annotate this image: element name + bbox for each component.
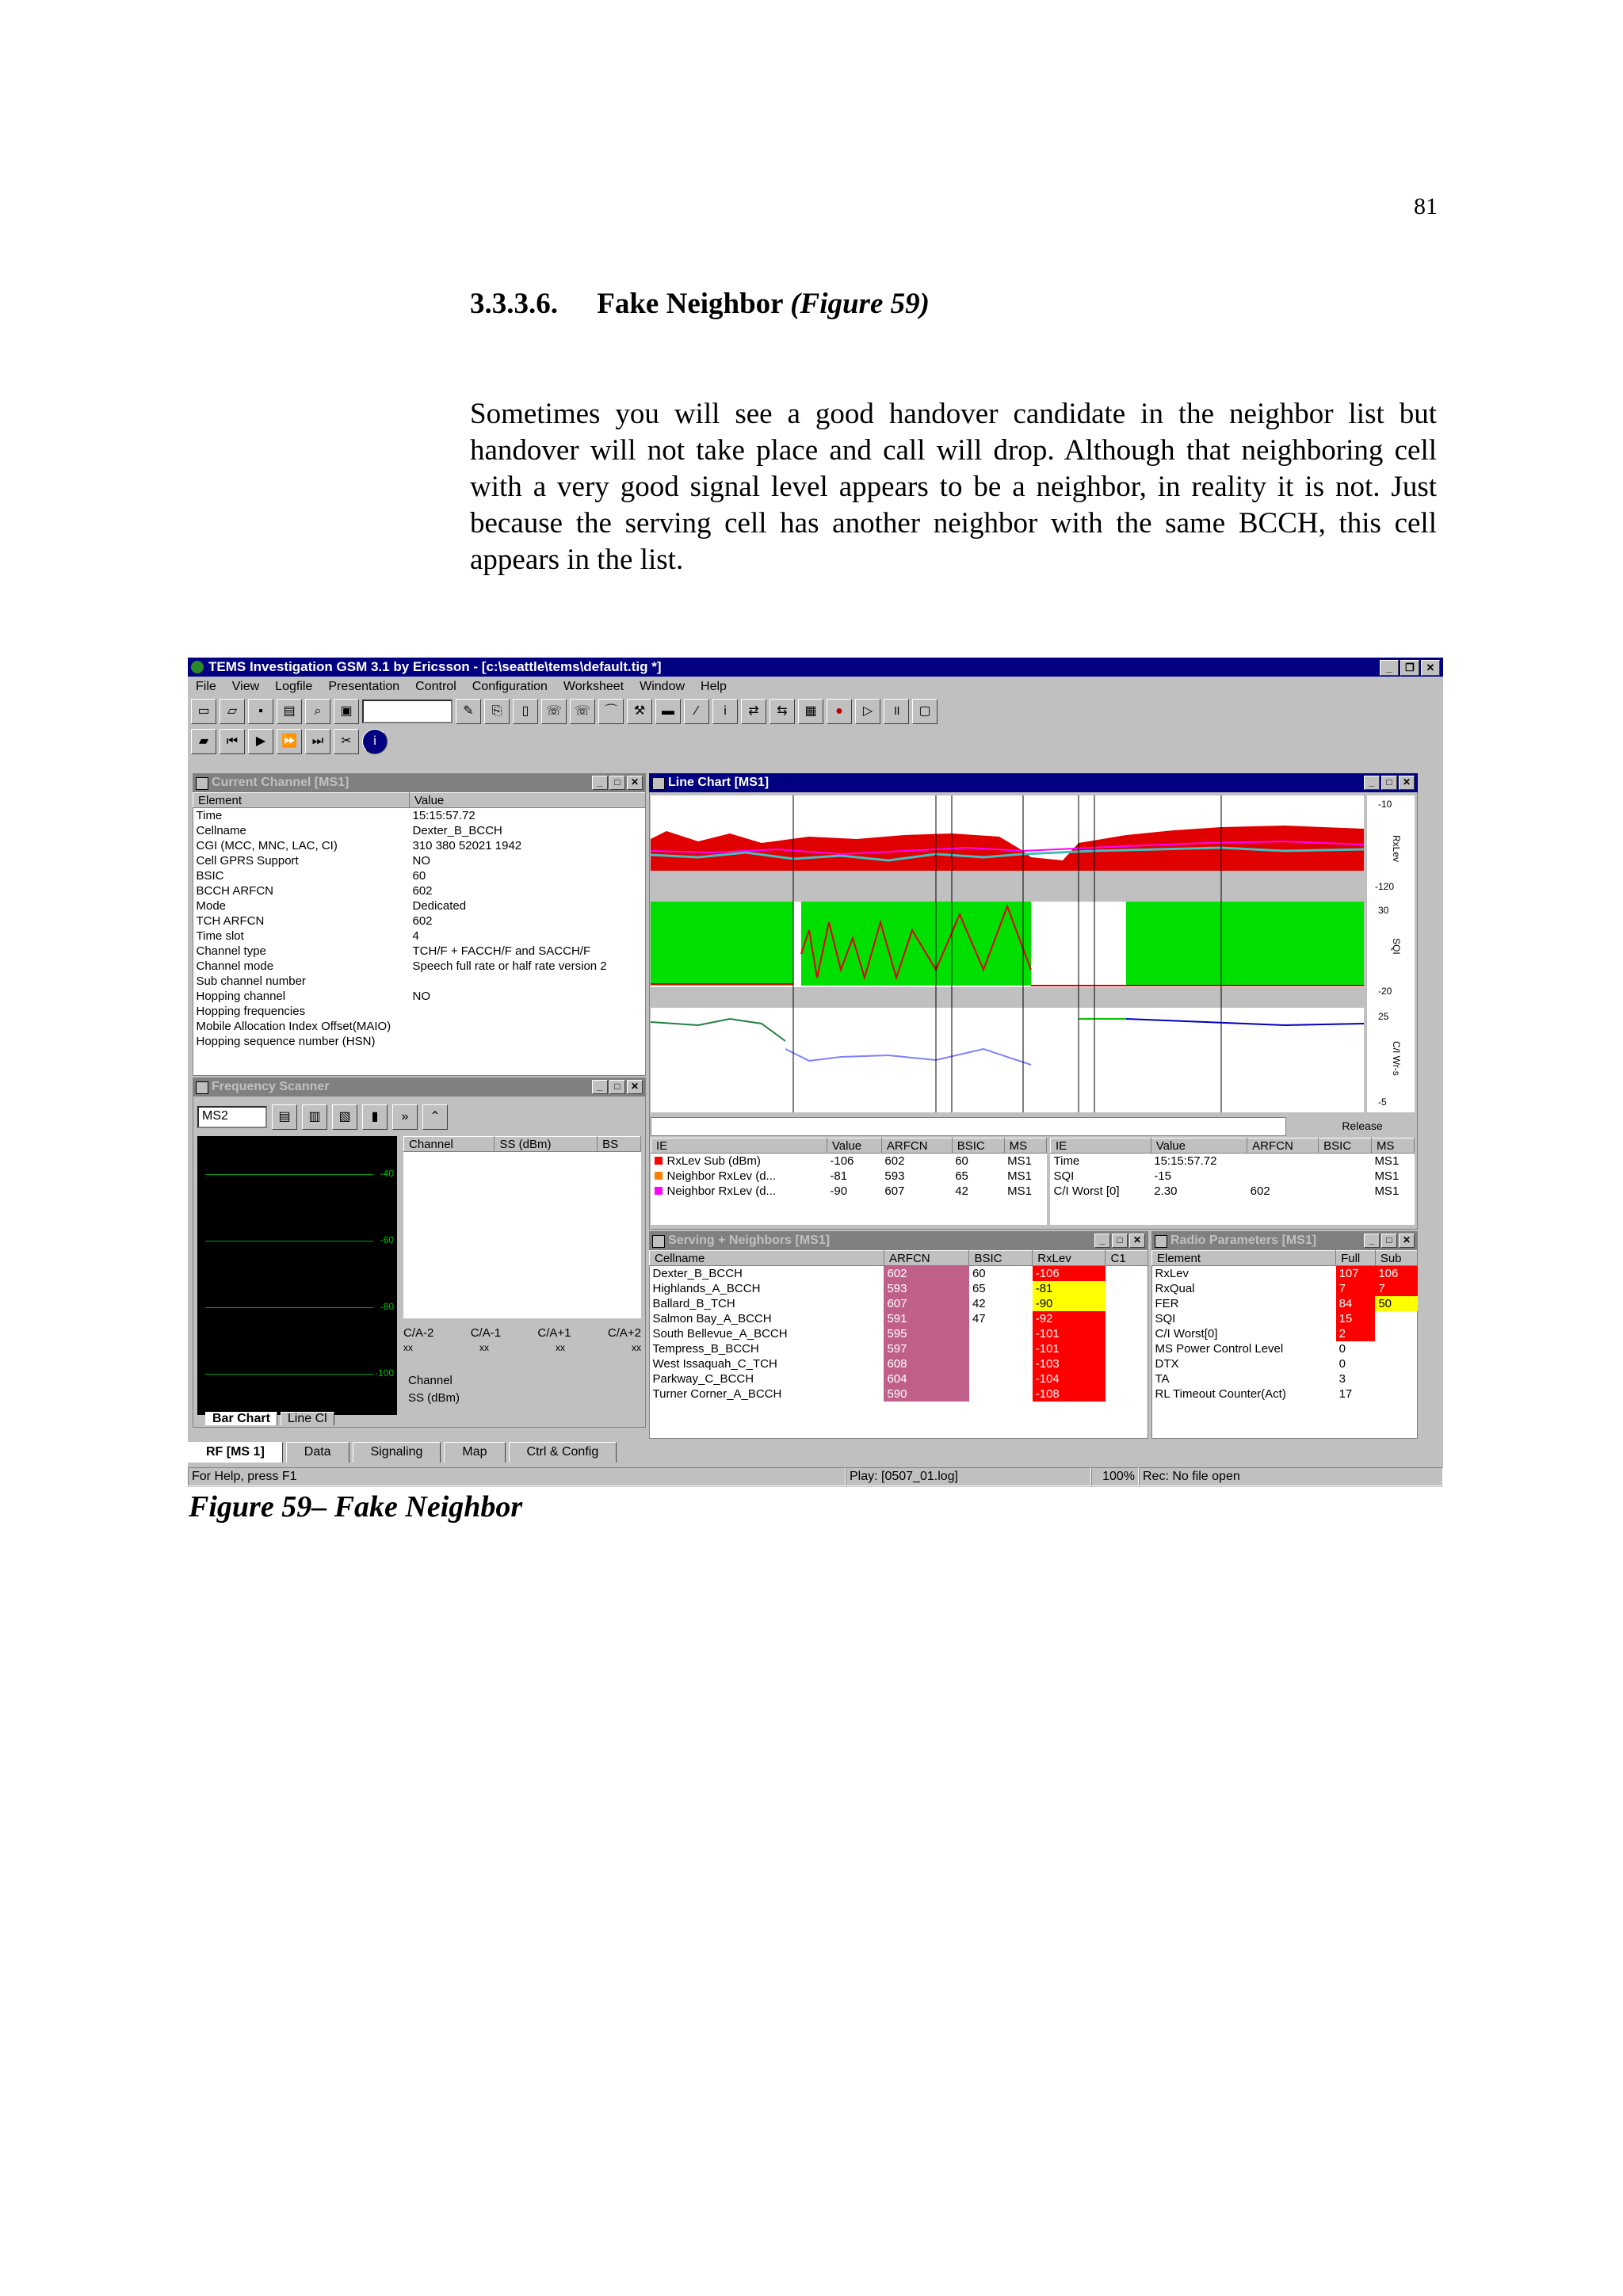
table-row xyxy=(1152,1356,1418,1371)
sn-cell: -104 xyxy=(1033,1371,1106,1386)
legend-ie: RxLev Sub (dBm) xyxy=(651,1154,827,1169)
legend-ie: Neighbor RxLev (d... xyxy=(651,1184,827,1199)
tems-screenshot xyxy=(188,658,1443,1487)
sn-cell: 591 xyxy=(884,1311,968,1326)
table-row xyxy=(193,1019,646,1034)
current-channel-titlebar: Current Channel [MS1] _ □ ✕ xyxy=(193,773,646,792)
play-icon[interactable]: ▷ xyxy=(855,699,880,724)
sn-cell: -101 xyxy=(1033,1326,1106,1341)
sn-cell: Turner Corner_A_BCCH xyxy=(652,1387,782,1401)
cell-value xyxy=(410,1034,646,1049)
ca-labels: C/A-2 C/A-1 C/A+1 C/A+2 xyxy=(403,1326,641,1340)
menu-bar xyxy=(188,678,735,696)
legend-header[interactable]: ARFCN xyxy=(881,1138,952,1154)
connect-icon[interactable]: ⇄ xyxy=(741,699,766,724)
info-small-icon[interactable]: i xyxy=(712,699,738,724)
first-icon[interactable]: ⏮ xyxy=(220,729,245,754)
values-header[interactable]: BSIC xyxy=(1319,1138,1372,1154)
table-row xyxy=(193,853,646,868)
rp-cell: TA xyxy=(1155,1372,1170,1386)
rp-cell xyxy=(1375,1341,1417,1356)
values-cell: 2.30 xyxy=(1154,1184,1178,1198)
save-icon[interactable]: ▪ xyxy=(248,699,273,724)
values-header[interactable]: Value xyxy=(1151,1138,1247,1154)
stop-icon[interactable]: ▢ xyxy=(912,699,938,724)
values-cell: 602 xyxy=(1250,1184,1270,1198)
legend-bsic: 42 xyxy=(955,1184,968,1198)
paste-icon[interactable]: ▯ xyxy=(513,699,538,724)
legend-bsic: 60 xyxy=(955,1154,968,1168)
rp-header[interactable]: Full xyxy=(1336,1251,1376,1266)
legend-ms: MS1 xyxy=(1007,1184,1032,1198)
sn-cell xyxy=(969,1326,1033,1341)
worksheet-tabs xyxy=(188,1442,617,1463)
rp-cell: 7 xyxy=(1336,1281,1376,1296)
preview-icon[interactable]: ⌕ xyxy=(305,699,330,724)
forward-icon[interactable]: » xyxy=(392,1104,418,1130)
sn-cell: -90 xyxy=(1033,1296,1106,1311)
pause-icon[interactable]: ॥ xyxy=(884,699,909,724)
cell-element: Channel type xyxy=(196,944,266,958)
legend-ie: Neighbor RxLev (d... xyxy=(651,1169,827,1184)
sn-cell: 604 xyxy=(884,1371,968,1386)
rp-cell: 106 xyxy=(1375,1266,1417,1282)
values-cell: SQI xyxy=(1053,1169,1075,1183)
cell-element: BCCH ARFCN xyxy=(196,884,274,898)
sn-cell: 60 xyxy=(972,1267,986,1280)
sn-header[interactable]: Cellname xyxy=(650,1251,884,1266)
sn-cell: -103 xyxy=(1033,1356,1106,1371)
scanner-info: Channel SS (dBm) xyxy=(408,1374,460,1405)
legend-row xyxy=(651,1169,1047,1184)
rp-header[interactable]: Sub xyxy=(1375,1251,1417,1266)
sn-cell: West Issaquah_C_TCH xyxy=(652,1357,777,1371)
cell-value: Dexter_B_BCCH xyxy=(412,824,502,837)
step-forward-icon[interactable]: ▶ xyxy=(248,729,273,754)
sn-cell xyxy=(1106,1371,1148,1386)
fast-forward-icon[interactable]: ⏩ xyxy=(277,729,302,754)
close-button[interactable]: ✕ xyxy=(1421,660,1440,676)
open-icon[interactable]: ▱ xyxy=(220,699,245,724)
radio-parameters-table xyxy=(1151,1250,1418,1402)
sn-cell: 42 xyxy=(972,1297,986,1310)
sn-cell: Parkway_C_BCCH xyxy=(652,1372,754,1386)
values-header[interactable]: MS xyxy=(1371,1138,1414,1154)
table-row xyxy=(650,1311,1148,1326)
rp-cell: C/I Worst[0] xyxy=(1155,1327,1218,1341)
table-row xyxy=(1152,1281,1418,1296)
main-toolbar xyxy=(191,697,938,726)
status-progress: 100% xyxy=(1091,1467,1139,1486)
sn-cell xyxy=(1106,1311,1148,1326)
menu-configuration[interactable]: Configuration xyxy=(472,680,548,693)
page-number: 81 xyxy=(1414,193,1438,219)
scanner-tool1-icon[interactable]: ▥ xyxy=(302,1104,327,1130)
rp-cell: 107 xyxy=(1336,1266,1376,1282)
values-cell xyxy=(1319,1154,1372,1169)
folder-icon[interactable]: ▰ xyxy=(191,729,216,754)
menu-worksheet[interactable]: Worksheet xyxy=(563,680,624,693)
sn-cell: Highlands_A_BCCH xyxy=(652,1282,761,1295)
values-cell xyxy=(1247,1154,1319,1169)
rp-cell: 0 xyxy=(1338,1357,1346,1371)
rp-cell xyxy=(1375,1371,1417,1386)
status-play: Play: [0507_01.log] xyxy=(846,1467,1091,1486)
serving-neighbors-table xyxy=(649,1250,1148,1402)
table-row xyxy=(193,974,646,989)
filter-icon[interactable]: ✂ xyxy=(334,729,359,754)
rp-cell xyxy=(1375,1326,1417,1341)
section-number: 3.3.3.6. xyxy=(470,288,558,320)
table-row xyxy=(193,898,646,913)
cell-element: Hopping frequencies xyxy=(196,1005,306,1018)
menu-logfile[interactable]: Logfile xyxy=(275,680,313,693)
line-chart-plot xyxy=(651,795,1364,1112)
table-row xyxy=(193,989,646,1004)
legend-arfcn: 593 xyxy=(884,1169,905,1183)
tab-1[interactable]: Data xyxy=(286,1442,349,1463)
sn-header[interactable]: ARFCN xyxy=(884,1251,968,1266)
values-cell: MS1 xyxy=(1374,1184,1400,1198)
table-row xyxy=(1152,1311,1418,1326)
tab-0[interactable]: RF [MS 1] xyxy=(188,1442,283,1463)
disconnect-icon[interactable]: ⇆ xyxy=(769,699,795,724)
cell-value: Dedicated xyxy=(412,899,467,913)
phone2-icon[interactable]: ☏ xyxy=(570,699,595,724)
values-cell xyxy=(1247,1169,1319,1184)
restore-button[interactable]: ❐ xyxy=(1400,660,1419,676)
rp-cell: MS Power Control Level xyxy=(1155,1342,1284,1356)
sn-header[interactable]: C1 xyxy=(1106,1251,1148,1266)
cell-element: Channel mode xyxy=(196,959,274,973)
app-icon xyxy=(191,661,204,673)
line-chart-values xyxy=(1050,1138,1415,1225)
table-row xyxy=(193,808,646,824)
table-row xyxy=(650,1281,1148,1296)
table-row xyxy=(1152,1371,1418,1386)
legend-row xyxy=(651,1184,1047,1199)
window-icon xyxy=(196,777,208,790)
cell-value: 15:15:57.72 xyxy=(412,809,475,822)
sn-cell xyxy=(1106,1326,1148,1341)
table-row xyxy=(193,913,646,929)
line-chart-scrollbar[interactable] xyxy=(651,1117,1286,1136)
menu-control[interactable]: Control xyxy=(415,680,456,693)
legend-swatch xyxy=(655,1157,663,1165)
values-cell: MS1 xyxy=(1374,1154,1400,1168)
table-row xyxy=(193,944,646,959)
ms-select[interactable]: MS2 xyxy=(197,1106,267,1128)
table-row xyxy=(1152,1326,1418,1341)
status-bar xyxy=(188,1467,1443,1486)
menu-window[interactable]: Window xyxy=(640,680,685,693)
sn-cell xyxy=(1106,1296,1148,1311)
table-row xyxy=(193,1004,646,1019)
print-icon[interactable]: ▤ xyxy=(277,699,302,724)
rp-cell xyxy=(1375,1386,1417,1402)
cell-value xyxy=(410,1019,646,1034)
rp-cell: SQI xyxy=(1155,1312,1176,1325)
sn-cell: -81 xyxy=(1033,1281,1106,1296)
sn-cell: -106 xyxy=(1033,1266,1106,1282)
sn-cell: South Bellevue_A_BCCH xyxy=(652,1327,788,1341)
sn-cell xyxy=(1106,1266,1148,1282)
values-row xyxy=(1051,1154,1415,1169)
table-row xyxy=(193,959,646,974)
sn-cell: Tempress_B_BCCH xyxy=(652,1342,759,1356)
sn-cell xyxy=(1106,1341,1148,1356)
section-heading xyxy=(470,287,930,321)
cell-element: CGI (MCC, MNC, LAC, CI) xyxy=(196,839,338,852)
collapse-icon[interactable]: ⌃ xyxy=(422,1104,448,1130)
status-rec: Rec: No file open xyxy=(1139,1467,1443,1486)
sn-cell: 602 xyxy=(884,1266,968,1282)
rp-cell xyxy=(1375,1356,1417,1371)
legend-bsic: 65 xyxy=(955,1169,968,1183)
values-cell: 15:15:57.72 xyxy=(1154,1154,1217,1168)
cell-value: Speech full rate or half rate version 2 xyxy=(412,959,607,973)
sn-cell: 608 xyxy=(884,1356,968,1371)
pen-icon[interactable]: ∕ xyxy=(684,699,709,724)
rp-cell xyxy=(1375,1311,1417,1326)
current-channel-table xyxy=(193,792,646,1049)
rp-header[interactable]: Element xyxy=(1152,1251,1336,1266)
lock-icon[interactable]: ▬ xyxy=(655,699,681,724)
table-row xyxy=(1152,1296,1418,1311)
menu-view[interactable]: View xyxy=(231,680,260,693)
legend-value: -106 xyxy=(830,1154,854,1168)
table-row xyxy=(1152,1266,1418,1282)
menu-presentation[interactable]: Presentation xyxy=(328,680,400,693)
table-row xyxy=(650,1266,1148,1282)
replay-toolbar xyxy=(191,727,388,756)
bar-chart-icon[interactable]: ▮ xyxy=(362,1104,388,1130)
cell-value xyxy=(410,974,646,989)
table-row xyxy=(1152,1341,1418,1356)
ca-values: xx xx xx xx xyxy=(403,1342,641,1353)
app-title: TEMS Investigation GSM 3.1 by Ericsson - [c:\seattle\tems\default.tig *] xyxy=(208,659,662,674)
table-row xyxy=(650,1371,1148,1386)
sn-cell: Dexter_B_BCCH xyxy=(652,1267,743,1280)
legend-row xyxy=(651,1154,1047,1169)
sn-cell: 47 xyxy=(972,1312,986,1325)
sn-header[interactable]: RxLev xyxy=(1033,1251,1106,1266)
rp-cell: RxQual xyxy=(1155,1282,1195,1295)
table-row xyxy=(193,883,646,898)
values-cell xyxy=(1319,1169,1372,1184)
legend-arfcn: 602 xyxy=(884,1154,905,1168)
legend-swatch xyxy=(655,1187,663,1195)
table-row xyxy=(193,929,646,944)
sn-cell xyxy=(969,1371,1033,1386)
rp-cell: 0 xyxy=(1338,1342,1346,1356)
new-icon[interactable]: ▭ xyxy=(191,699,216,724)
cell-element: BSIC xyxy=(196,869,224,883)
current-channel-window[interactable] xyxy=(191,772,647,1077)
values-row xyxy=(1051,1169,1415,1184)
values-row xyxy=(1051,1184,1415,1199)
values-cell: MS1 xyxy=(1374,1169,1400,1183)
values-cell: C/I Worst [0] xyxy=(1053,1184,1120,1198)
sn-cell: -108 xyxy=(1033,1386,1106,1402)
sn-cell: 590 xyxy=(884,1386,968,1402)
tool-icon[interactable]: ⚒ xyxy=(627,699,652,724)
menu-file[interactable]: File xyxy=(196,680,216,693)
cell-element: Sub channel number xyxy=(196,974,306,988)
sn-cell: -101 xyxy=(1033,1341,1106,1356)
rp-cell: 15 xyxy=(1336,1311,1376,1326)
rp-cell: 7 xyxy=(1375,1281,1417,1296)
rp-cell: 84 xyxy=(1336,1296,1376,1311)
cell-value: TCH/F + FACCH/F and SACCH/F xyxy=(412,944,591,958)
cell-element: Mobile Allocation Index Offset(MAIO) xyxy=(196,1020,391,1033)
legend-ms: MS1 xyxy=(1007,1154,1032,1168)
values-cell: Time xyxy=(1053,1154,1080,1168)
minimize-button[interactable]: _ xyxy=(1380,660,1399,676)
phone-icon[interactable]: ☏ xyxy=(541,699,567,724)
legend-arfcn: 607 xyxy=(884,1184,905,1198)
sn-cell: 607 xyxy=(884,1296,968,1311)
table-row xyxy=(193,1034,646,1049)
status-help: For Help, press F1 xyxy=(188,1467,846,1486)
sn-cell: Ballard_B_TCH xyxy=(652,1297,735,1310)
toolbar-select[interactable] xyxy=(362,700,453,723)
col-value[interactable]: Value xyxy=(410,793,646,808)
legend-value: -90 xyxy=(830,1184,848,1198)
sn-cell: Salmon Bay_A_BCCH xyxy=(652,1312,772,1325)
tab-line-chart[interactable]: Line Cl xyxy=(281,1412,334,1425)
cell-value: 602 xyxy=(412,914,433,928)
col-element[interactable]: Element xyxy=(193,793,410,808)
cell-value: 4 xyxy=(412,929,419,943)
sn-cell xyxy=(1106,1386,1148,1402)
rp-cell: 17 xyxy=(1338,1387,1353,1401)
rp-cell: RxLev xyxy=(1155,1267,1190,1280)
cell-element: Hopping sequence number (HSN) xyxy=(196,1035,376,1048)
tab-3[interactable]: Map xyxy=(444,1442,505,1463)
table-row xyxy=(193,838,646,853)
line-chart-axes: -10 -120 RxLev 30 -20 SQI 25 -5 C/I Wr-s xyxy=(1367,795,1415,1112)
last-icon[interactable]: ⏭ xyxy=(305,729,330,754)
table-row xyxy=(193,823,646,838)
rp-cell: DTX xyxy=(1155,1357,1179,1371)
rp-cell: RL Timeout Counter(Act) xyxy=(1155,1387,1286,1401)
cell-value xyxy=(410,1004,646,1019)
scanner-settings-icon[interactable]: ▤ xyxy=(272,1104,297,1130)
tab-4[interactable]: Ctrl & Config xyxy=(509,1442,617,1463)
legend-header[interactable]: BSIC xyxy=(952,1138,1004,1154)
release-label: Release xyxy=(1342,1119,1383,1132)
cell-element: Mode xyxy=(196,899,227,913)
scanner-list[interactable]: Channel SS (dBm) BS xyxy=(403,1136,641,1318)
sn-header[interactable]: BSIC xyxy=(969,1251,1033,1266)
values-cell: -15 xyxy=(1154,1169,1171,1183)
cell-element: TCH ARFCN xyxy=(196,914,265,928)
body-paragraph: Sometimes you will see a good handover candidate in the neighbor list but handover will not take place and call will drop. Although that neighboring cell with a very good signal level appears to be a neighbor, in reality it is not. Just because the serving cell has another neighbor with the same BCCH, this cell appears in the list. xyxy=(470,398,1437,576)
values-header[interactable]: IE xyxy=(1051,1138,1151,1154)
values-cell xyxy=(1319,1184,1372,1199)
section-title: Fake Neighbor xyxy=(597,288,783,320)
serving-neighbors-window[interactable]: Serving + Neighbors [MS1] _ □ ✕ Cellname ARFCN BSIC RxLev C1 Dexter_B_BCCH 602 60 -106 Highlands_A_BCCH 593 65 -81 Ballard_B_TCH 607 42 -90 Salmon Bay_A_BCCH 591 47 -92 South Bellevue_A_BCCH 595 -101 Tempress_B_BCCH 597 -101 West Issaquah_C_TCH 608 -103 Parkway_C_BCCH 604 -104 Turner Corner_A_BCCH 590 -108 xyxy=(647,1230,1150,1440)
cell-element: Time slot xyxy=(196,929,244,943)
figure-caption: Figure 59– Fake Neighbor xyxy=(189,1490,523,1524)
cell-value: NO xyxy=(412,854,430,868)
frequency-scanner-window[interactable]: Frequency Scanner _ □ ✕ MS2 ▤ ▥ ▧ ▮ » ⌃ -40 -60 -80 -100 Channel SS (dBm) BS C/A-2 C/A-1 C/A+1 C/A+2 xx xx xx xx Channel SS (dBm) Bar Chart Line Cl xyxy=(191,1076,647,1429)
hangup-icon[interactable]: ⌒ xyxy=(598,699,624,724)
rp-cell: 3 xyxy=(1338,1372,1346,1386)
rp-cell: FER xyxy=(1155,1297,1179,1310)
scanner-chart: -40 -60 -80 -100 xyxy=(197,1136,397,1415)
app-titlebar xyxy=(188,658,1443,677)
table-row xyxy=(650,1326,1148,1341)
tab-bar-chart[interactable]: Bar Chart xyxy=(205,1412,277,1425)
table-row xyxy=(650,1386,1148,1402)
record-icon[interactable]: ● xyxy=(827,699,852,724)
line-chart-legend xyxy=(651,1138,1047,1225)
legend-header[interactable]: MS xyxy=(1004,1138,1046,1154)
edit-icon[interactable]: ✎ xyxy=(456,699,481,724)
legend-ms: MS1 xyxy=(1007,1169,1032,1183)
sn-cell: 65 xyxy=(972,1282,986,1295)
sn-cell xyxy=(1106,1281,1148,1296)
sn-cell xyxy=(969,1386,1033,1402)
sn-cell: 597 xyxy=(884,1341,968,1356)
table-row xyxy=(650,1341,1148,1356)
legend-header[interactable]: IE xyxy=(651,1138,827,1154)
table-row xyxy=(1152,1386,1418,1402)
line-chart-window[interactable]: Line Chart [MS1] _ □ ✕ -10 -120 RxLev 30 -20 SQI 25 -5 C/I Wr-s Release IE Value ARFCN BSIC MS RxLev Sub (dBm) -106 602 60 MS1 Neighbor RxLev (d... -81 593 65 MS1 Neighbor RxLev (d... -90 607 42 MS1 IE Value ARFCN BSIC MS Time 15:15:57.72 MS1 SQI -15 MS1 C/I Worst [0] 2.30 602 MS1 xyxy=(647,772,1419,1231)
tab-2[interactable]: Signaling xyxy=(353,1442,441,1463)
table-row xyxy=(650,1356,1148,1371)
info-icon[interactable]: i xyxy=(362,729,388,754)
table-row xyxy=(193,868,646,883)
sn-cell: 593 xyxy=(884,1281,968,1296)
values-header[interactable]: ARFCN xyxy=(1247,1138,1319,1154)
legend-swatch xyxy=(655,1172,663,1180)
cell-value: NO xyxy=(412,990,430,1003)
rp-cell: 2 xyxy=(1336,1326,1376,1341)
cell-element: Time xyxy=(196,809,223,822)
sn-cell: 595 xyxy=(884,1326,968,1341)
cell-value: 602 xyxy=(412,884,433,898)
cell-value: 310 380 52021 1942 xyxy=(412,839,522,852)
sn-cell xyxy=(969,1341,1033,1356)
display-icon[interactable]: ▣ xyxy=(334,699,359,724)
legend-header[interactable]: Value xyxy=(827,1138,881,1154)
cell-value: 60 xyxy=(412,869,426,883)
rp-cell: 50 xyxy=(1375,1296,1417,1311)
menu-help[interactable]: Help xyxy=(701,680,727,693)
section-figure-ref: (Figure 59) xyxy=(790,288,930,320)
sn-cell: -92 xyxy=(1033,1311,1106,1326)
sn-cell xyxy=(1106,1356,1148,1371)
copy-icon[interactable]: ⎘ xyxy=(484,699,510,724)
cell-element: Cellname xyxy=(196,824,246,837)
scanner-tool2-icon[interactable]: ▧ xyxy=(332,1104,357,1130)
radio-parameters-window[interactable]: Radio Parameters [MS1] _ □ ✕ Element Full Sub RxLev 107 106 RxQual 7 7 FER 84 50 SQI 15 C/I Worst[0] 2 MS Power Control Level 0 DTX 0 TA 3 RL Timeout Counter(Act) 17 xyxy=(1150,1230,1419,1440)
legend-value: -81 xyxy=(830,1169,848,1183)
table-row xyxy=(650,1296,1148,1311)
sn-cell xyxy=(969,1356,1033,1371)
device-icon[interactable]: ▦ xyxy=(798,699,823,724)
cell-element: Cell GPRS Support xyxy=(196,854,299,868)
cell-element: Hopping channel xyxy=(196,990,286,1003)
